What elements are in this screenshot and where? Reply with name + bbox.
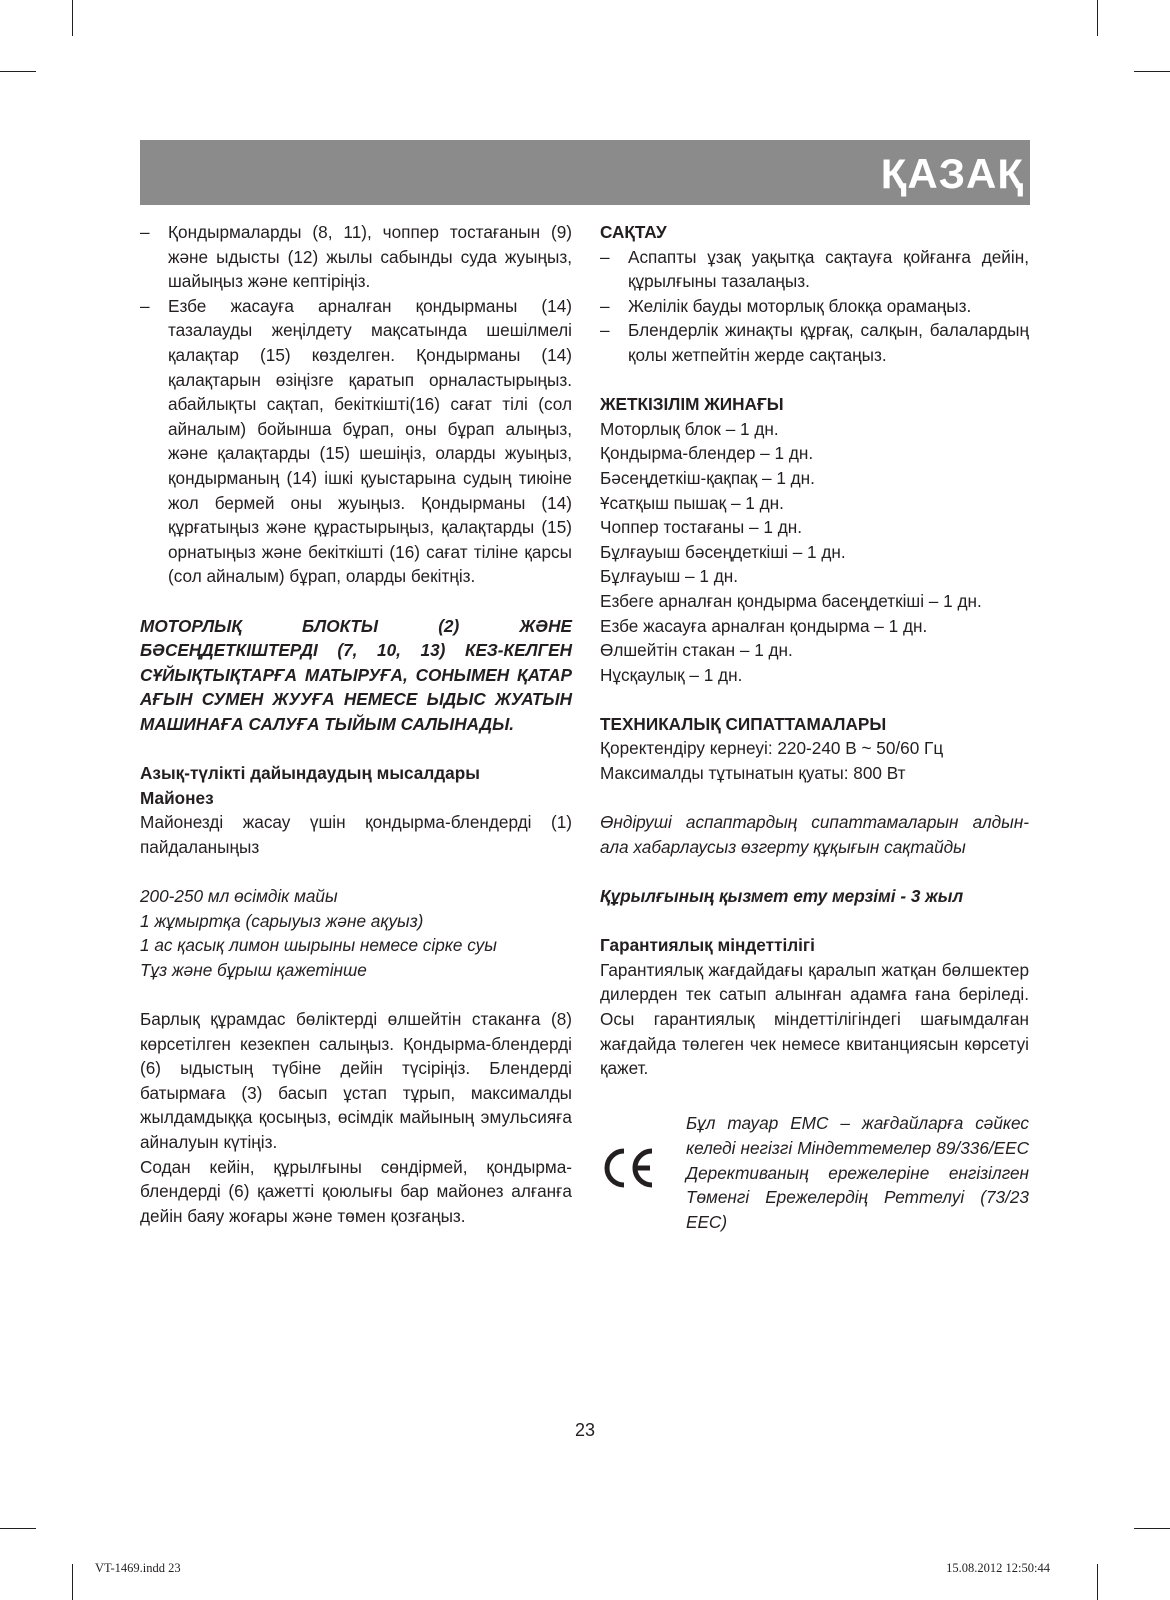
kit-item: Чоппер тостағаны – 1 дн. [600, 517, 803, 538]
spec-item: Максималды тұтынатын қуаты: 800 Вт [600, 763, 906, 784]
left-column [140, 220, 572, 1228]
ingredient-item: 200-250 мл өсімдік майы [140, 886, 338, 907]
right-column [600, 220, 1029, 1234]
list-item-text: Блендерлік жинақты құрғақ, салқын, балалардың қолы жетпейтін жерде сақтаңыз. [628, 320, 1029, 365]
crop-mark [1097, 0, 1098, 36]
crop-mark [1134, 71, 1170, 72]
crop-mark [0, 1528, 36, 1529]
kit-item: Езбе жасауға арналған қондырма – 1 дн. [600, 615, 928, 636]
list-item-text: Езбе жасауға арналған қондырманы (14) тазалауды жеңілдету мақсатында шешілмелі қалақтар (15) көзделген. Қондырманы (14) қалақтарын өзіңізге қаратып орналастырыңыз. абайлықты сақтап, бекіткішті(16) сағат тілі (сол айналым) бойынша бұрап, оны бұрап алыңыз, және қалақтарды (15) шешіңіз, оларды жуыңыз, қондырманың (14) ішкі қуыстарына судың тиюіне жол бермей оны жуыңыз. Қондырманы (14) құрғатыңыз және құрастырыңыз, қалақтарды (15) орнатыңыз және бекіткішті (16) сағат тіліне қарсы (сол айналым) бұрап, оларды бекітңіз. [168, 295, 572, 587]
dash-bullet: – [140, 222, 150, 242]
list-item [600, 294, 1029, 319]
kit-item: Қондырма-блендер – 1 дн. [600, 443, 814, 464]
instruction-paragraph: Барлық құрамдас бөліктерді өлшейтін стаканға (8) көрсетілген кезекпен салыңыз. Қондырма-блендерді (6) ыдыстың түбіне дейін түсіріңіз. Блендерді батырмаға (3) басып ұстап тұрып, максималды жылдамдыққа қосыңыз, өсімдік майының эмульсияға айналуын күтіңіз. [140, 1009, 572, 1152]
crop-mark [1134, 1528, 1170, 1529]
specs-heading: ТЕХНИКАЛЫҚ СИПАТТАМАЛАРЫ [600, 713, 887, 734]
kit-item: Езбеге арналған қондырма басеңдеткіші – 1 дн. [600, 590, 982, 611]
file-slug: VT-1469.indd 23 [95, 1561, 181, 1575]
kit-item: Бәсеңдеткіш-қақпақ – 1 дн. [600, 467, 815, 488]
dash-bullet: – [140, 295, 150, 316]
manufacturer-note: Өндіруші аспаптардың сипаттамаларын алдын-ала хабарлаусыз өзгерту құқығын сақтайды [600, 812, 1029, 857]
crop-mark [72, 1564, 73, 1600]
spec-item: Қоректендіру кернеуі: 220-240 В ~ 50/60 Гц [600, 738, 944, 759]
page-number: 23 [574, 1420, 596, 1440]
kit-item: Бұлғауыш – 1 дн. [600, 566, 739, 587]
mayonnaise-intro: Майонезді жасау үшін қондырма-блендерді (1) пайдаланыңыз [140, 812, 572, 857]
crop-mark [1097, 1564, 1098, 1600]
kit-item: Ұсатқыш пышақ – 1 дн. [600, 492, 784, 513]
ingredient-item: 1 ас қасық лимон шырыны немесе сірке суы [140, 935, 497, 956]
list-item [140, 294, 572, 589]
ce-compliance-block [600, 1111, 1029, 1234]
list-item-text: Қондырмаларды (8, 11), чоппер тостағанын (9) және ыдысты (12) жылы сабынды суда жуыңыз, шайыңыз және кептіріңіз. [168, 222, 572, 292]
crop-mark [0, 71, 36, 72]
ce-compliance-text: Бұл тауар ЕМС – жағдайларға сәйкес келеді негізгі Міндеттемелер 89/336/EEC Дерективаның ережелеріне енгізілген Төменгі Ережелердің Реттелуі (73/23 EEC) [686, 1113, 1029, 1232]
kit-item: Нұсқаулық – 1 дн. [600, 664, 743, 685]
dash-bullet: – [600, 246, 610, 267]
service-life: Құрылғының қызмет ету мерзімі - 3 жыл [600, 886, 964, 907]
ingredient-item: Тұз және бұрыш қажетінше [140, 959, 367, 980]
kit-item: Өлшейтін стакан – 1 дн. [600, 640, 793, 661]
kit-item: Бұлғауыш бәсеңдеткіші – 1 дн. [600, 541, 846, 562]
ce-mark-icon [600, 1111, 686, 1196]
kit-item: Моторлық блок – 1 дн. [600, 418, 779, 439]
kit-heading: ЖЕТКІЗІЛІМ ЖИНАҒЫ [600, 394, 784, 415]
dash-bullet: – [600, 295, 610, 316]
warning-text: МОТОРЛЫҚ БЛОКТЫ (2) ЖӘНЕ БӘСЕҢДЕТКІШТЕРДІ (7, 10, 13) КЕЗ-КЕЛГЕН СҰЙЫҚТЫҚТАРҒА МАТЫРУҒА, СОНЫМЕН ҚАТАР АҒЫН СУМЕН ЖУУҒА НЕМЕСЕ ЫДЫС ЖУАТЫН МАШИНАҒА САЛУҒА ТЫЙЫМ САЛЫНАДЫ. [140, 615, 572, 734]
crop-mark [72, 0, 73, 36]
list-item [140, 220, 572, 294]
examples-heading: Азық-түлікті дайындаудың мысалдары [140, 763, 480, 784]
instruction-paragraph: Содан кейін, құрылғыны сөндірмей, қондырма-блендерді (6) қажетті қоюлығы бар майонез алғанға дейін баяу жоғары және төмен қозғаңыз. [140, 1156, 572, 1226]
dash-bullet: – [600, 320, 610, 341]
date-slug: 15.08.2012 12:50:44 [946, 1561, 1050, 1575]
list-item [600, 245, 1029, 294]
storage-heading: САҚТАУ [600, 222, 667, 242]
warranty-heading: Гарантиялық міндеттілігі [600, 935, 815, 956]
warranty-text: Гарантиялық жағдайдағы қаралып жатқан бөлшектер дилерден тек сатып алынған адамға ғана беріледі. Осы гарантиялық міндеттілігіндегі шағымдалған жағдайда төлеген чек немесе квитанциясын көрсетуі қажет. [600, 959, 1029, 1079]
list-item [600, 318, 1029, 367]
ingredient-item: 1 жұмыртқа (сарыуыз және ақуыз) [140, 910, 424, 931]
language-header-bar [140, 140, 1030, 205]
mayonnaise-heading: Майонез [140, 787, 214, 808]
list-item-text: Желілік бауды моторлық блокқа орамаңыз. [628, 295, 972, 316]
list-item-text: Аспапты ұзақ уақытқа сақтауға қойғанға дейін, құрылғыны тазалаңыз. [628, 246, 1029, 292]
language-title: ҚАЗАҚ [880, 150, 1024, 197]
